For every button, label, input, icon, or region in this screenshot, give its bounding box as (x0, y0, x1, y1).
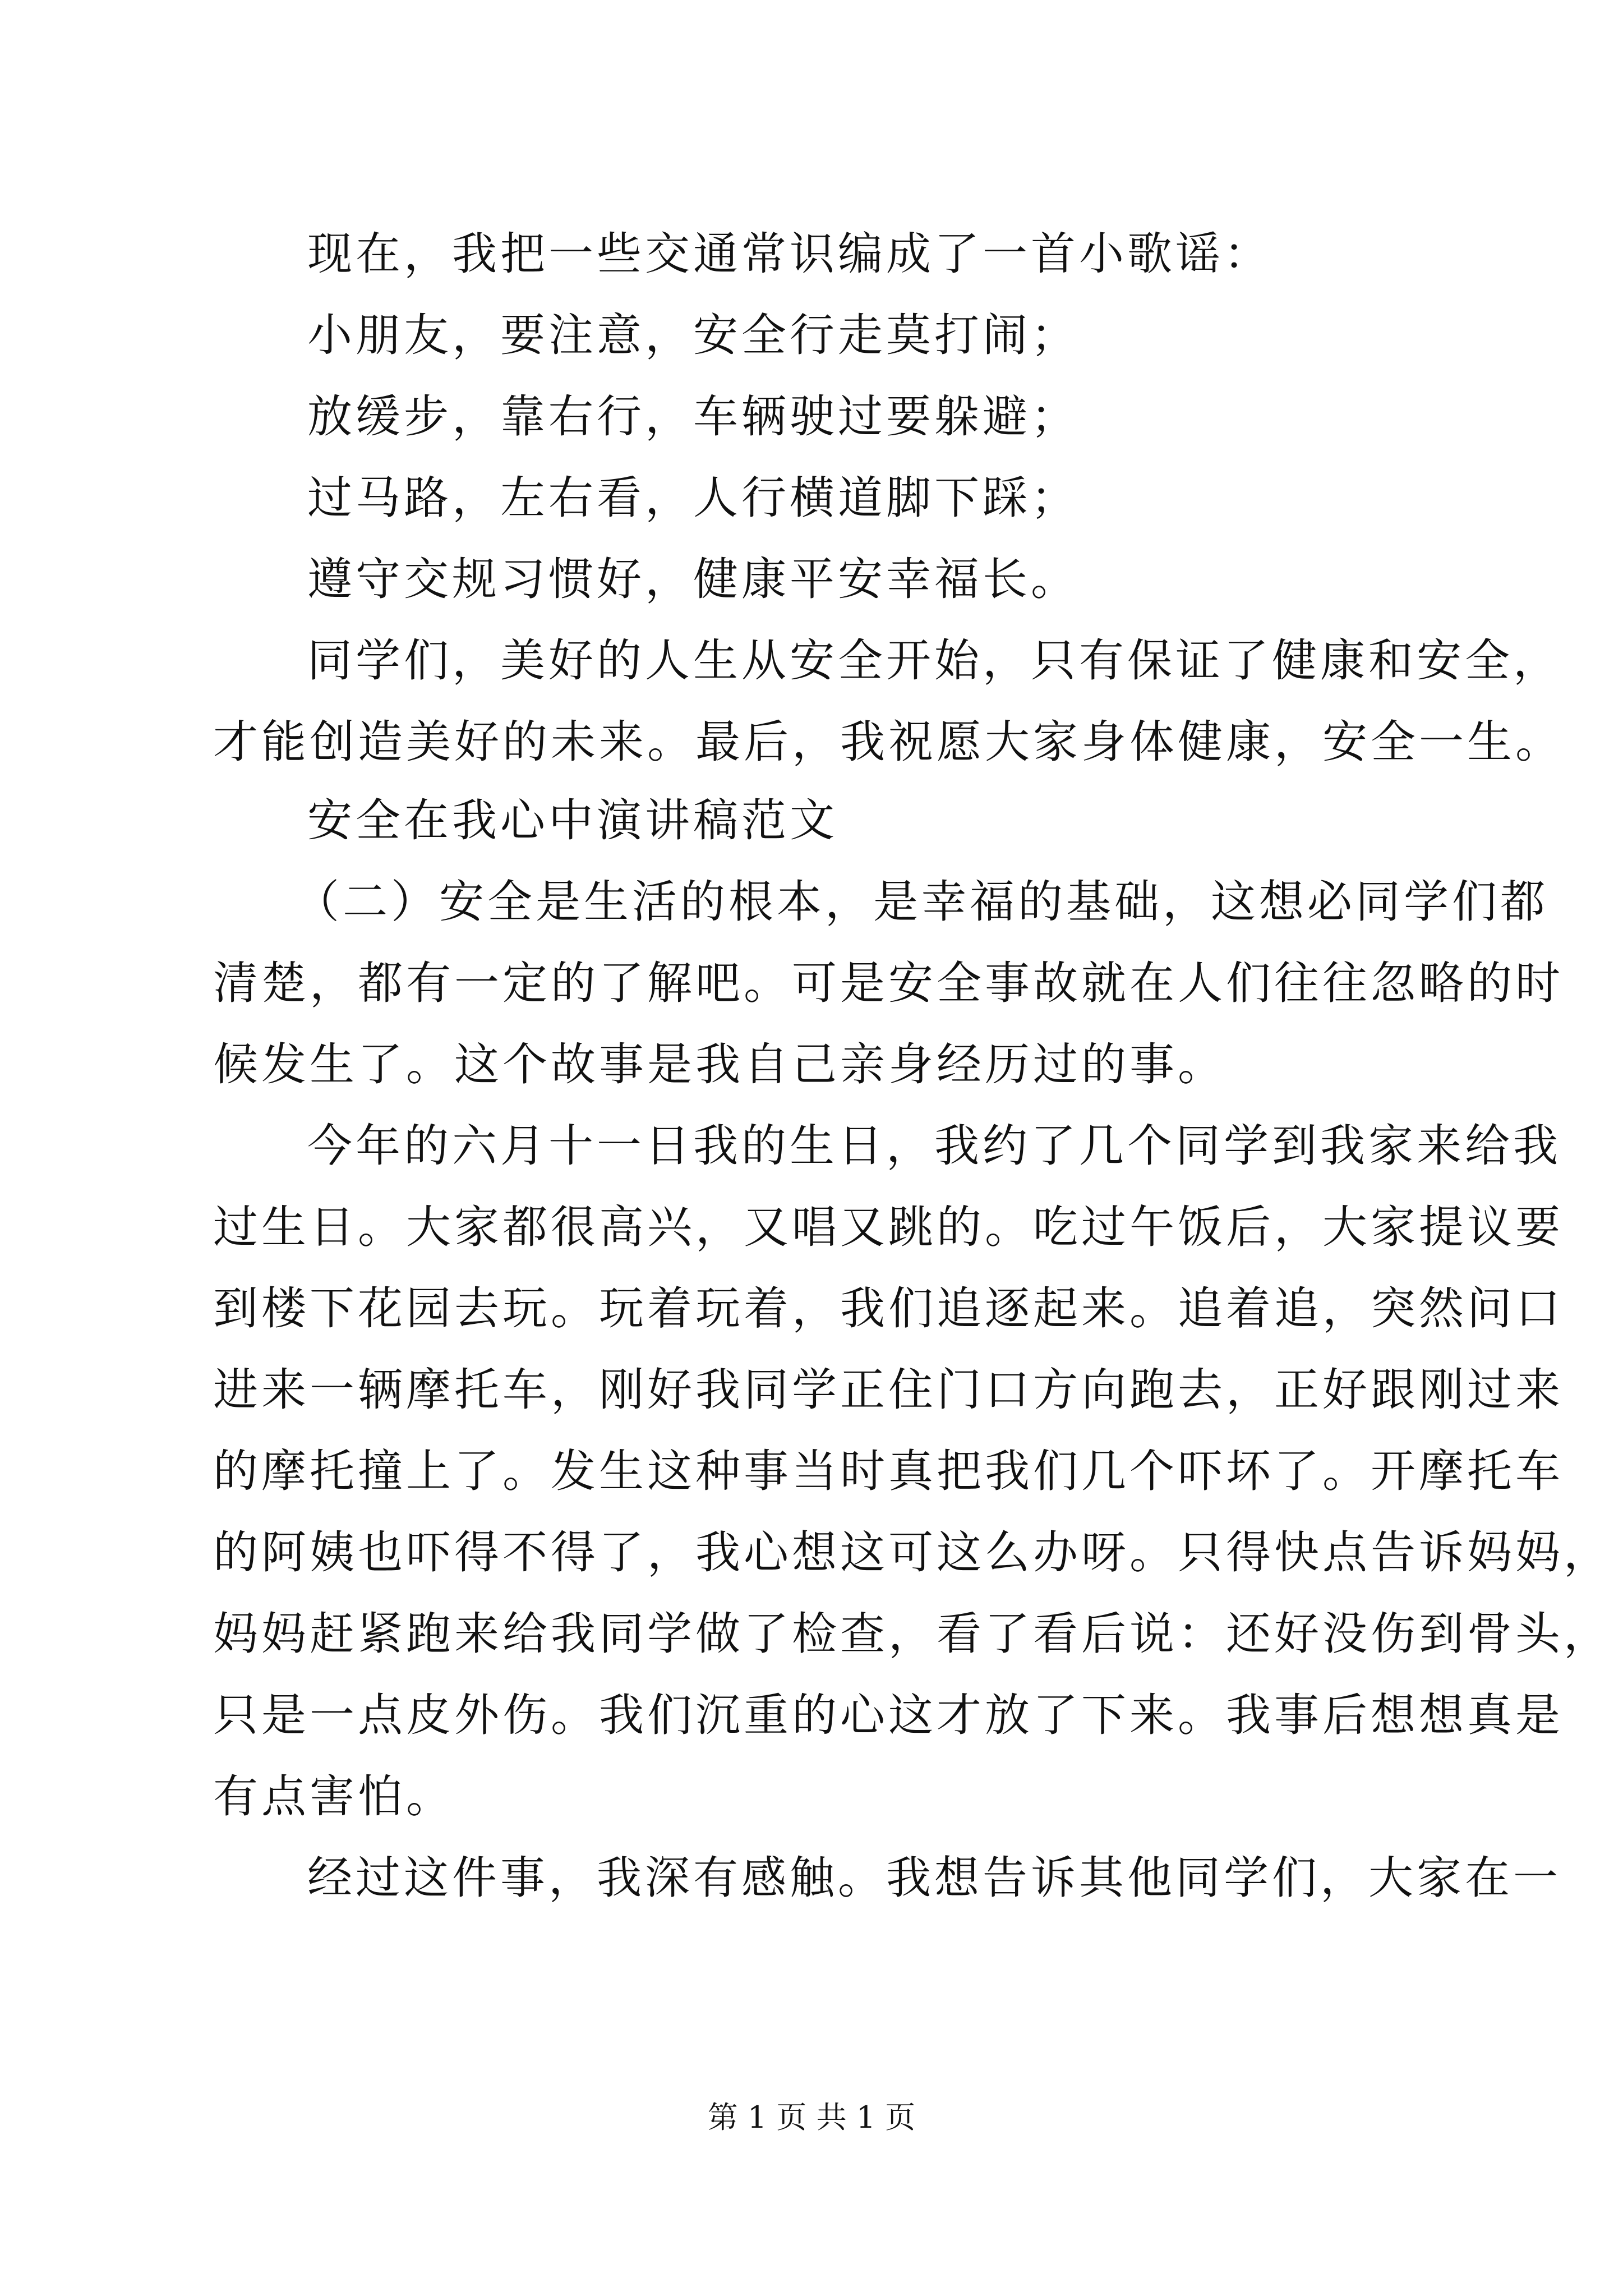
text-line: 安全在我心中演讲稿范文 (307, 794, 838, 846)
text-line: 过马路，左右看，人行横道脚下踩； (307, 472, 1079, 524)
text-line: 只是一点皮外伤。我们沉重的心这才放了下来。我事后想想真是 (213, 1689, 1564, 1741)
text-line: 妈妈赶紧跑来给我同学做了检查，看了看后说：还好没伤到骨头， (213, 1608, 1612, 1660)
text-line: 才能创造美好的未来。最后，我祝愿大家身体健康，安全一生。 (213, 716, 1564, 768)
text-line: 清楚，都有一定的了解吧。可是安全事故就在人们往往忽略的时 (213, 957, 1564, 1009)
text-line: 小朋友，要注意，安全行走莫打闹； (307, 309, 1079, 361)
text-line: 经过这件事，我深有感触。我想告诉其他同学们，大家在一 (307, 1852, 1561, 1904)
text-line: 过生日。大家都很高兴，又唱又跳的。吃过午饭后，大家提议要 (213, 1201, 1564, 1253)
text-line: 放缓步，靠右行，车辆驶过要躲避； (307, 390, 1079, 443)
text-line: 的阿姨也吓得不得了，我心想这可这么办呀。只得快点告诉妈妈， (213, 1526, 1612, 1579)
text-line: 今年的六月十一日我的生日，我约了几个同学到我家来给我 (307, 1120, 1561, 1172)
text-line: 有点害怕。 (213, 1770, 454, 1823)
text-line: （二）安全是生活的根本，是幸福的基础，这想必同学们都 (294, 876, 1548, 928)
text-line: 到楼下花园去玩。玩着玩着，我们追逐起来。追着追，突然问口 (213, 1282, 1564, 1335)
text-line: 遵守交规习惯好，健康平安幸福长。 (307, 553, 1079, 605)
text-line: 同学们，美好的人生从安全开始，只有保证了健康和安全， (307, 634, 1561, 687)
text-line: 现在，我把一些交通常识编成了一首小歌谣： (307, 228, 1272, 280)
text-line: 候发生了。这个故事是我自己亲身经历过的事。 (213, 1038, 1226, 1091)
text-line: 进来一辆摩托车，刚好我同学正住门口方向跑去，正好跟刚过来 (213, 1364, 1564, 1416)
text-line: 的摩托撞上了。发生这种事当时真把我们几个吓坏了。开摩托车 (213, 1445, 1564, 1497)
page-footer: 第 1 页 共 1 页 (707, 2100, 916, 2135)
